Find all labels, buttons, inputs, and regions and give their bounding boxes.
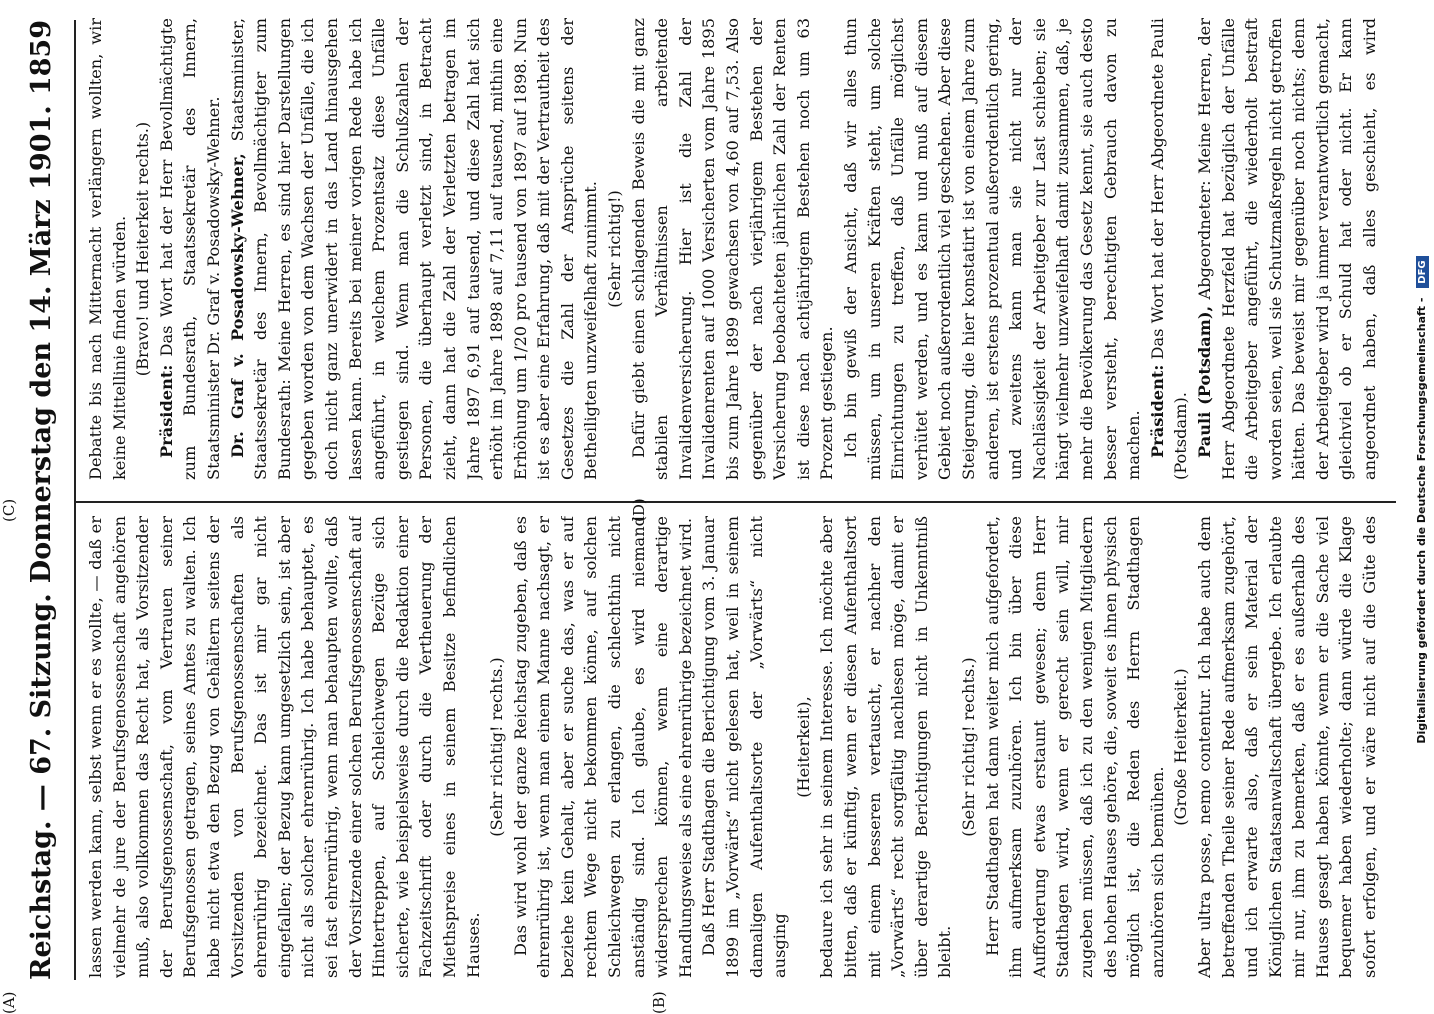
margin-marker-c: (C) (0, 498, 18, 522)
interjection (603, 18, 627, 480)
paragraph-text: Abgeordneter: Meine Herren, der Herr Abgeordnete Herzfeld hat bezüglich der Unfälle die Arbeitgeber angeführt, die wiederholt bestraft worden seien, weil sie Schutzmaßregeln nicht getroffen hätten. Das beweist mir gegenüber noch nichts; denn der Arbeitgeber wird ja immer verantwortlich gemacht, gleichviel ob er Schuld hat oder nicht. Er kann angeordnet haben, daß alles geschieht, es wird (1194, 18, 1380, 480)
paragraph (84, 516, 485, 978)
paragraph (155, 18, 226, 480)
column-divider (74, 501, 1396, 503)
paragraph-text: (Sehr richtig!) (605, 190, 625, 308)
paragraph-text: (Sehr richtig! rechts.) (487, 657, 507, 837)
page-header (12, 20, 70, 980)
paragraph (1146, 18, 1193, 480)
paragraph-text: Staatsminister, Staatssekretär des Innern, Bevollmächtigter zum Bundesrath: Meine Herren, es sind hier Darstellungen gegeben worden von dem Wachsen der Unfälle, die ich doch nicht ganz unerwidert in das Land hinausgehen lassen kann. Bereits bei meiner vorigen Rede habe ich angeführt, in welchem Prozentsatz diese Unfälle gestiegen sind. Wenn man die Schlußzahlen der Personen, die überhaupt verletzt sind, in Betracht zieht, dann hat die Zahl der Verletzten betragen im Jahre 1897 6,91 auf tausend, und diese Zahl hat sich erhöht im Jahre 1898 auf 7,11 auf tausend, mithin eine Erhöhung um 1/20 pro tausend von 1897 auf 1898. Nun ist es aber eine Erfahrung, daß mit der Vertrautheit des Gesetzes die Zahl der Ansprüche seitens der Betheiligten unzweifelhaft zunimmt. (227, 18, 601, 480)
interjection (1169, 516, 1193, 978)
speaker-name: Dr. Graf v. Posadowsky-Wehner, (227, 153, 247, 458)
paragraph-text: Das Wort hat der Herr Abgeordnete Pauli (Potsdam). (1147, 18, 1191, 480)
credit-text: Digitalisierung gefördert durch die Deutsche Forschungsgemeinschaft - (1415, 297, 1428, 744)
interjection (792, 516, 816, 978)
digitization-credit (1410, 0, 1434, 1000)
page-number: 1859 (25, 20, 57, 96)
paragraph-text: Aber ultra posse, nemo contentur. Ich habe auch dem betreffenden Theile seiner Rede aufmerksam zugehört, und ich erwarte also, daß er sein Material der Königlichen Staatsanwaltschaft übergebe. Ich erlaubte mir nur, ihm zu bemerken, daß er es außerhalb des Hauses gesagt haben könnte, wenn er die Sache viel bequemer haben wiederholte; dann würde die Klage sofort erfolgen, und er wäre nicht auf die Güte des (1194, 516, 1380, 978)
paragraph-text: (Heiterkeit), (793, 696, 813, 798)
right-text-column (84, 18, 1384, 480)
paragraph-text: Ich bin gewiß der Ansicht, daß wir alles thun müssen, um in unseren Kräften steht, um solche Einrichtungen zu treffen, daß Unfälle möglichst verhütet werden, und es kann und muß auf diesem Gebiet noch außerordentlich viel geschehen. Aber diese Steigerung, die hier konstatirt ist von einem Jahre zum anderen, ist erstens prozentual außerordentlich gering, und zweitens kann man sie nicht nur der Nachlässigkeit der Arbeitgeber zur Last schieben; sie hängt vielmehr unzweifelhaft damit zusammen, daß, je mehr die Bevölkerung das Gesetz kennt, sie auch desto besser versteht, berechtigten Gebrauch davon zu machen. (841, 18, 1144, 480)
interjection (485, 516, 509, 978)
paragraph (839, 18, 1146, 480)
paragraph-text: (Bravo! und Heiterkeit rechts.) (133, 121, 153, 377)
paragraph (226, 18, 604, 480)
left-text-column (84, 516, 1384, 978)
paragraph-text: Das Wort hat der Herr Bevollmächtigte zum Bundesrath, Staatssekretär des Innern, Staatsminister Dr. Graf v. Posadowsky-Wehner. (156, 18, 223, 480)
speaker-name: Pauli (Potsdam), (1194, 305, 1214, 458)
interjection (131, 18, 155, 480)
paragraph (815, 516, 957, 978)
interjection (957, 516, 981, 978)
margin-marker-a: (A) (0, 991, 18, 1014)
paragraph-text: lassen werden kann, selbst wenn er es wollte, — daß er vielmehr de jure der Berufsgenossenschaft angehören muß, also vollkommen das Recht hat, als Vorsitzender der Berufsgenossenschaft, vom Vertrauen seiner Berufsgenossen getragen, seines Amtes zu walten. Ich habe nicht etwa den Bezug von Gehältern seitens der Vorsitzenden von Berufsgenossenschaften als ehrenrührig bezeichnet. Das ist mir gar nicht eingefallen; der Bezug kann umgesetzlich sein, ist aber nicht als solcher ehrenrührig. Ich habe behauptet, es sei fast ehrenrührig, wenn man behaupten wollte, daß der Vorsitzende einer solchen Berufsgenossenschaft auf Hintertreppen, auf Schleichwegen Bezüge sich sicherte, wie beispielsweise durch die Redaktion einer Fachzeitschrift oder durch die Vertheuerung der Miethspreise eines in seinem Besitze befindlichen Hauses. (86, 516, 483, 978)
margin-marker-b: (B) (650, 991, 668, 1014)
paragraph (509, 516, 698, 978)
margin-marker-d: (D) (630, 498, 648, 522)
paragraph (627, 18, 839, 480)
speaker-name: Präsident: (1147, 364, 1167, 458)
paragraph-text: (Große Heiterkeit.) (1171, 668, 1191, 826)
paragraph-text: Dafür giebt einen schlagenden Beweis die mit ganz stabilen Verhältnissen arbeitende Invalidenversicherung. Hier ist die Zahl der Invalidenrenten auf 1000 Versicherten vom Jahre 1895 bis zum Jahre 1899 gewachsen von 4,60 auf 7,53. Also gegenüber der nach vierjährigem Bestehen der Versicherung beobachteten jährlichen Zahl der Renten ist diese nach achtjährigem Bestehen noch um 63 Prozent gestiegen. (628, 18, 837, 480)
header-date: Donnerstag den 14. März 1901. (25, 105, 57, 584)
paragraph-text: Daß Herr Stadthagen die Berichtigung vom 3. Januar 1899 im „Vorwärts“ nicht gelesen hat, weil in seinem damaligen Aufenthaltsorte der „Vorwärts“ nicht ausging (699, 516, 790, 978)
paragraph-text: bedaure ich sehr in seinem Interesse. Ich möchte aber bitten, daß er künftig, wenn er diesen Aufenthaltsort mit einem besseren vertauscht, er nachher den „Vorwärts“ recht sorgfältig nachlesen möge, damit er über derartige Berichtigungen nicht in Unkenntniß bleibt. (817, 516, 955, 978)
paragraph (981, 516, 1170, 978)
paragraph (697, 516, 791, 978)
header-left-title: Reichstag. — 67. Sitzung. (25, 593, 57, 980)
paragraph-text: Das wird wohl der ganze Reichstag zugeben, daß es ehrenrührig ist, wenn man einem Manne nachsagt, er beziehe kein Gehalt, aber er suche das, was er auf rechtem Wege nicht bekommen könne, auf solchen Schleichwegen zu erlangen, die schlechthin nicht anständig sind. Ich glaube, es wird niemand widersprechen können, wenn eine derartige Handlungsweise als eine ehrenrührige bezeichnet wird. (510, 516, 695, 978)
paragraph (84, 18, 131, 480)
paragraph-text: Debatte bis nach Mitternacht verlängern wollten, wir keine Mittellinie finden würden. (86, 18, 129, 480)
paragraph-text: (Sehr richtig! rechts.) (958, 657, 978, 837)
speaker-name: Präsident: (156, 364, 176, 458)
paragraph (1193, 18, 1384, 480)
header-divider (74, 20, 76, 980)
paragraph (1193, 516, 1384, 978)
dfg-logo: DFG (1416, 256, 1429, 287)
paragraph-text: Herr Stadthagen hat dann weiter mich aufgefordert, ihm aufmerksam zuzuhören. Ich bin über diese Aufforderung etwas erstaunt gewesen; denn Herr Stadthagen wird, wenn er gerecht sein will, mir zugeben müssen, daß ich zu den wenigen Mitgliedern des hohen Hauses gehöre, die, soweit es ihnen physisch möglich ist, die Reden des Herrn Stadthagen anzuhören sich bemühen. (982, 516, 1167, 978)
